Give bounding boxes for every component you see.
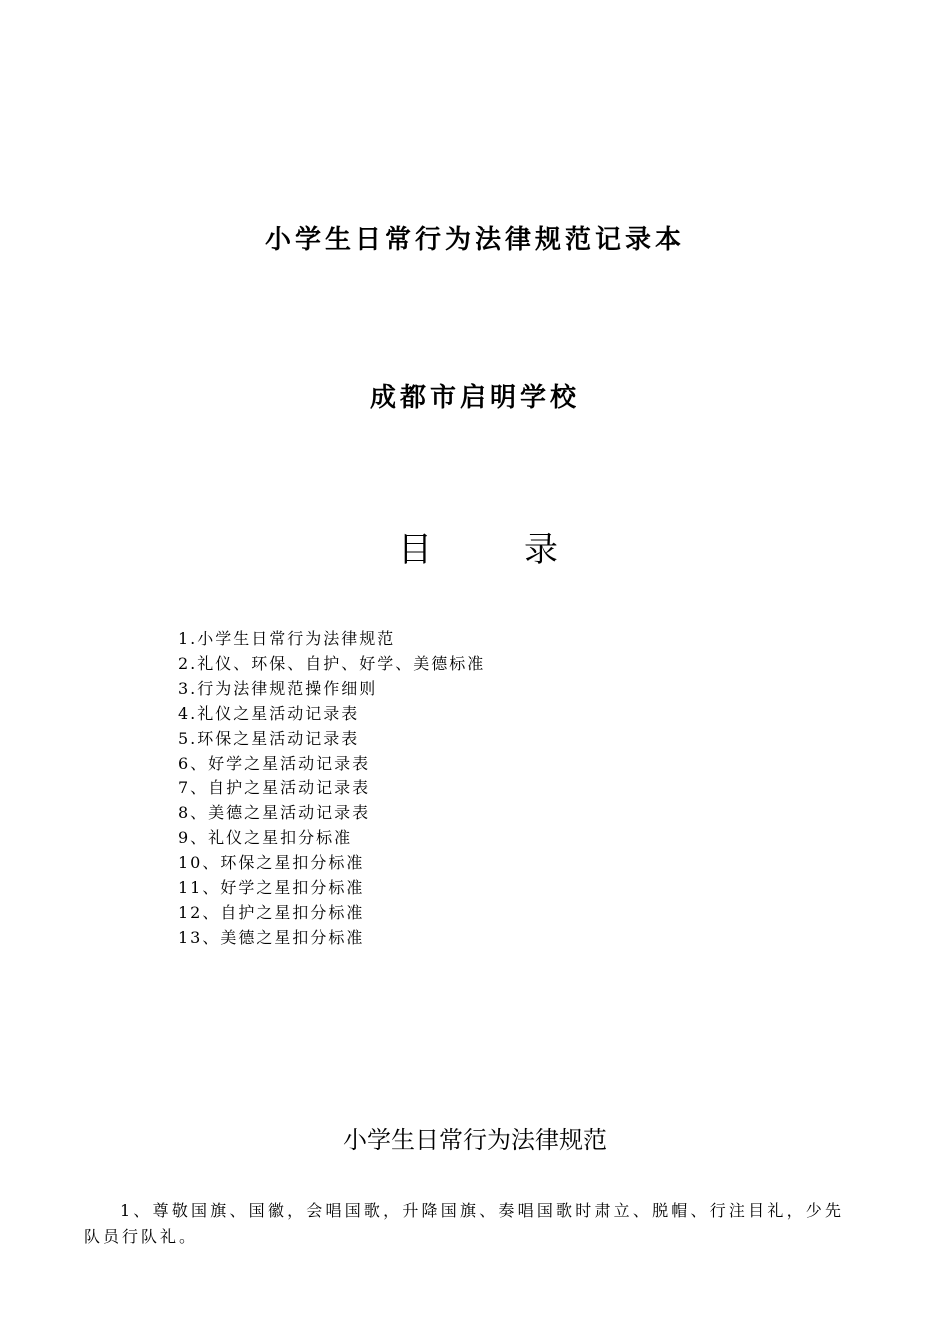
toc-item: 6、好学之星活动记录表 (178, 753, 371, 773)
toc-item: 9、礼仪之星扣分标准 (178, 828, 353, 848)
toc-item: 13、美德之星扣分标准 (178, 927, 365, 947)
body-paragraph: 1、尊敬国旗、国徽，会唱国歌，升降国旗、奏唱国歌时肃立、脱帽、行注目礼，少先队员行队礼。 (84, 1201, 844, 1246)
toc-item: 5.环保之星活动记录表 (178, 728, 360, 748)
toc-item: 10、环保之星扣分标准 (178, 853, 365, 873)
toc-list (178, 627, 485, 951)
toc-item: 7、自护之星活动记录表 (178, 778, 371, 798)
school-name: 成都市启明学校 (369, 383, 580, 413)
toc-heading-right: 录 (524, 530, 558, 570)
toc-heading (398, 528, 558, 572)
toc-item: 3.行为法律规范操作细则 (178, 678, 378, 698)
section-title: 小学生日常行为法律规范 (343, 1126, 607, 1154)
toc-item: 1.小学生日常行为法律规范 (178, 629, 396, 648)
toc-item: 8、美德之星活动记录表 (178, 803, 371, 823)
toc-item: 2.礼仪、环保、自护、好学、美德标准 (178, 653, 486, 673)
toc-item: 12、自护之星扣分标准 (178, 902, 365, 922)
toc-item: 11、好学之星扣分标准 (178, 878, 365, 898)
document-title: 小学生日常行为法律规范记录本 (264, 225, 685, 255)
toc-heading-left: 目 (398, 530, 432, 570)
toc-item: 4.礼仪之星活动记录表 (178, 703, 360, 723)
